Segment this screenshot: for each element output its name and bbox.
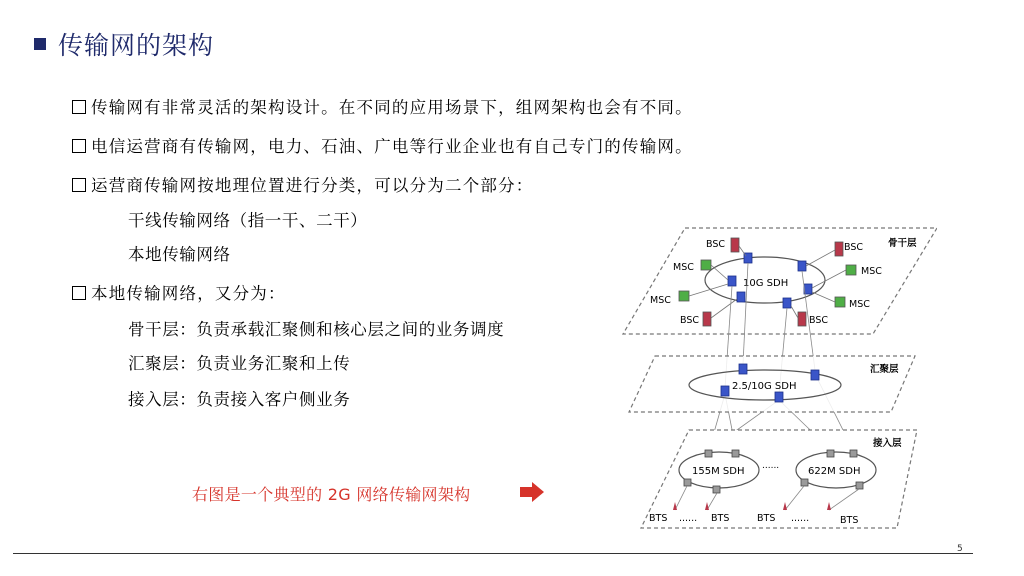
checkbox-bullet-icon <box>72 178 86 192</box>
sub-line-local: 本地传输网络 <box>128 245 231 264</box>
access-node <box>705 450 712 457</box>
access-node <box>713 486 720 493</box>
sub-line-aggregation: 汇聚层：负责业务汇聚和上传 <box>128 354 351 373</box>
msc-device <box>846 265 856 275</box>
adm-node <box>721 386 729 396</box>
msc-label: MSC <box>861 266 882 277</box>
title-square-bullet-icon <box>34 38 46 50</box>
adm-node <box>783 298 791 308</box>
adm-node <box>775 392 783 402</box>
access-node <box>732 450 739 457</box>
access-node <box>827 450 834 457</box>
ring-ellipsis: ...... <box>762 461 780 471</box>
ring-label-2-5-10g-sdh: 2.5/10G SDH <box>732 381 797 392</box>
bts-ellipsis: ...... <box>791 513 810 524</box>
bts-label: BTS <box>711 513 730 524</box>
slide-title-text: 传输网的架构 <box>58 31 215 60</box>
msc-device <box>835 297 845 307</box>
network-architecture-diagram <box>615 224 937 536</box>
bullet-line-3: 运营商传输网按地理位置进行分类，可以分为二个部分： <box>72 172 534 196</box>
access-node <box>856 482 863 489</box>
bts-label: BTS <box>840 515 859 526</box>
access-node <box>684 479 691 486</box>
page-number: 5 <box>957 544 963 554</box>
bts-label: BTS <box>757 513 776 524</box>
bsc-label: BSC <box>809 315 829 326</box>
footer-divider <box>13 553 973 554</box>
bsc-device <box>798 312 806 326</box>
bsc-label: BSC <box>680 315 700 326</box>
diagram-note: 右图是一个典型的 2G 网络传输网架构 <box>192 485 471 504</box>
msc-label: MSC <box>650 295 671 306</box>
sub-line-backbone: 骨干层：负责承载汇聚侧和核心层之间的业务调度 <box>128 320 505 339</box>
slide-title <box>34 26 214 62</box>
checkbox-bullet-icon <box>72 286 86 300</box>
msc-device <box>701 260 711 270</box>
sub-line-access: 接入层：负责接入客户侧业务 <box>128 390 351 409</box>
bullet-line-1: 传输网有非常灵活的架构设计。在不同的应用场景下，组网架构也会有不同。 <box>72 94 693 118</box>
adm-node <box>728 276 736 286</box>
ring-label-155m-sdh: 155M SDH <box>692 466 745 477</box>
access-layer-label: 接入层 <box>873 438 902 449</box>
adm-node <box>811 370 819 380</box>
adm-node <box>739 364 747 374</box>
bts-label: BTS <box>649 513 668 524</box>
bsc-label: BSC <box>706 239 726 250</box>
msc-device <box>679 291 689 301</box>
adm-node <box>737 292 745 302</box>
ring-label-10g-sdh: 10G SDH <box>743 278 789 289</box>
ring-label-622m-sdh: 622M SDH <box>808 466 861 477</box>
access-node <box>801 479 808 486</box>
red-arrow-icon <box>519 481 545 503</box>
adm-node <box>798 261 806 271</box>
bullet-line-4: 本地传输网络，又分为： <box>72 280 286 304</box>
checkbox-bullet-icon <box>72 139 86 153</box>
checkbox-bullet-icon <box>72 100 86 114</box>
bullet-line-2: 电信运营商有传输网，电力、石油、广电等行业企业也有自己专门的传输网。 <box>72 133 693 157</box>
access-node <box>850 450 857 457</box>
bts-ellipsis: ...... <box>679 513 698 524</box>
backbone-layer-label: 骨干层 <box>888 238 917 249</box>
msc-label: MSC <box>849 299 870 310</box>
msc-label: MSC <box>673 262 694 273</box>
sub-line-trunk: 干线传输网络（指一干、二干） <box>128 211 368 230</box>
bsc-device <box>731 238 739 252</box>
aggregation-layer-label: 汇聚层 <box>870 364 899 375</box>
bsc-label: BSC <box>844 242 864 253</box>
bsc-device <box>703 312 711 326</box>
bsc-device <box>835 242 843 256</box>
